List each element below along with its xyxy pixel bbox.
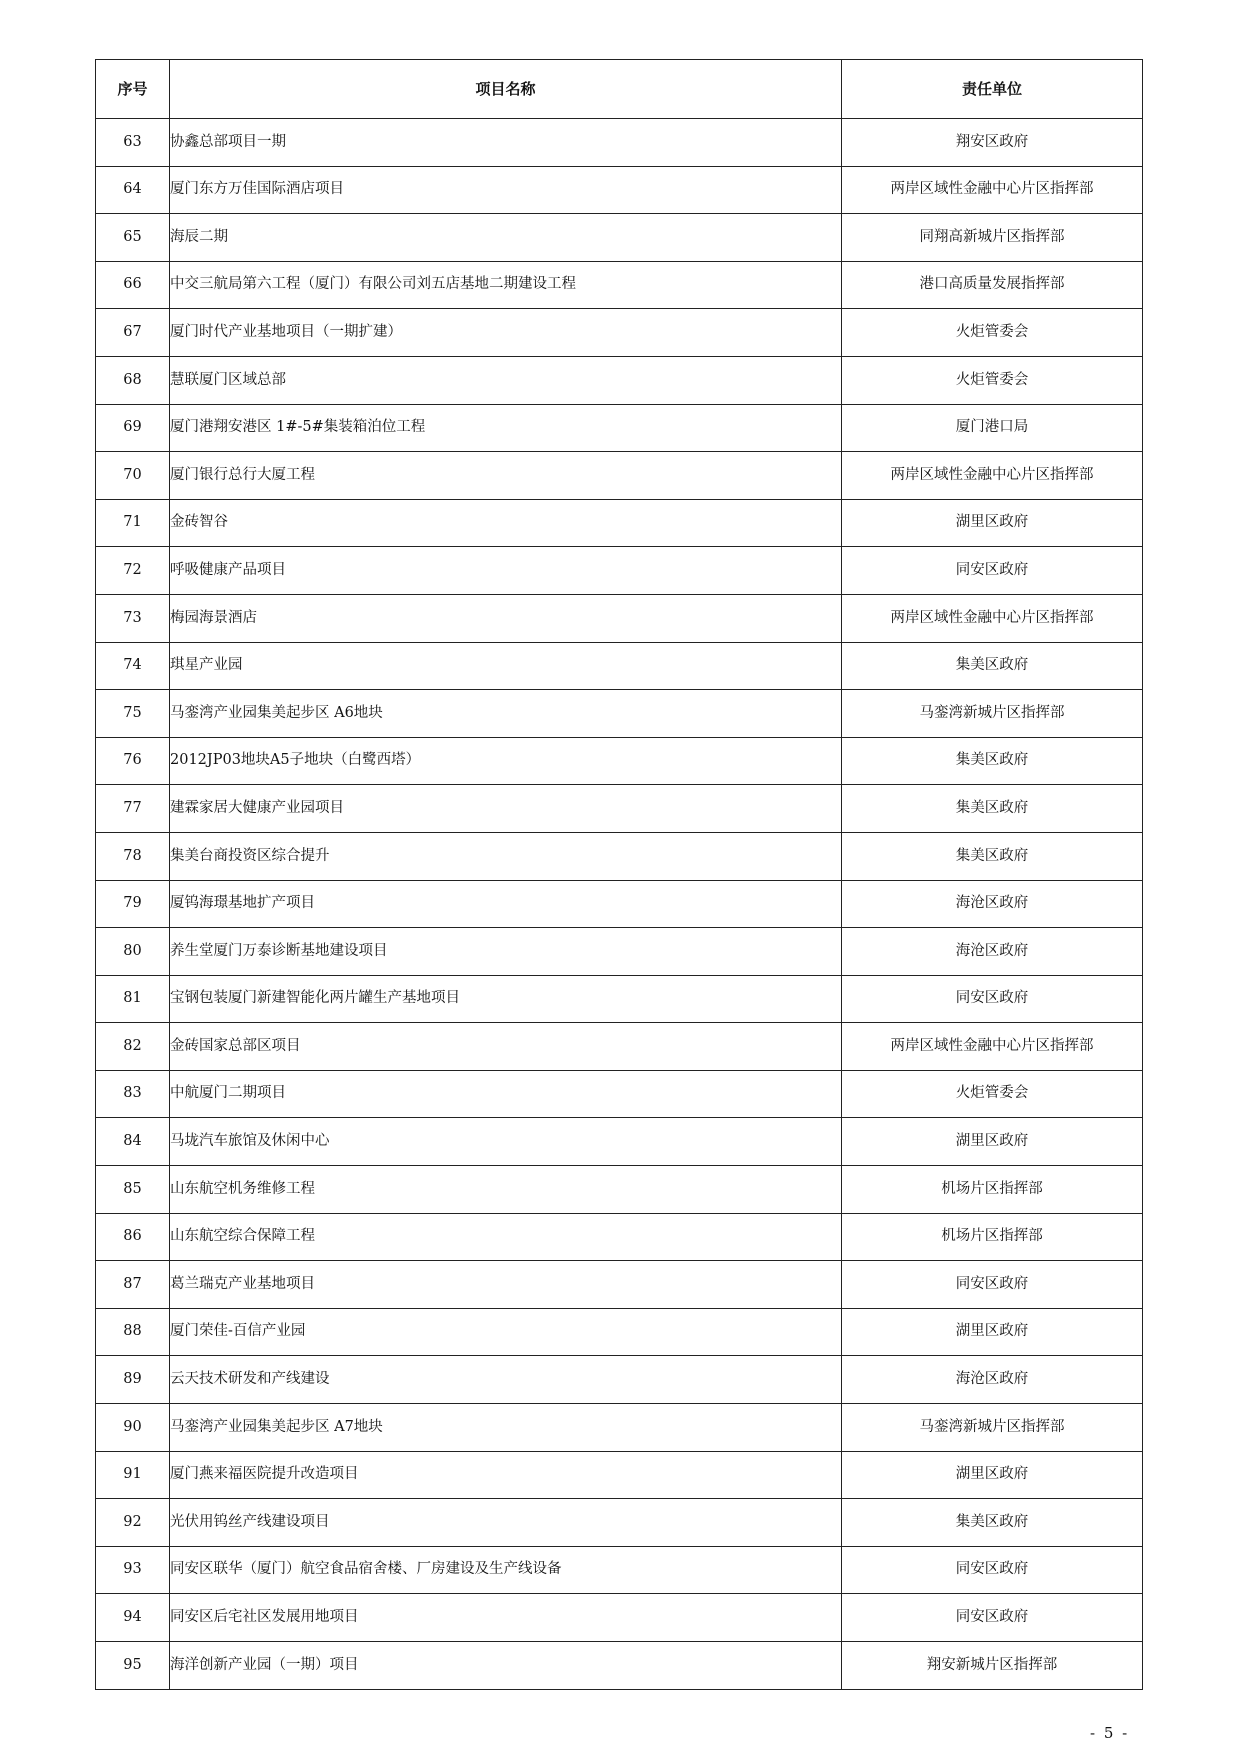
page-number: - 5 - <box>1090 1724 1130 1742</box>
table-row <box>96 1594 1143 1642</box>
row-responsible-unit: 两岸区域性金融中心片区指挥部 <box>842 1023 1143 1071</box>
table-row <box>96 1356 1143 1404</box>
row-responsible-unit: 机场片区指挥部 <box>842 1166 1143 1214</box>
row-seq: 75 <box>96 690 170 738</box>
table-body <box>96 119 1143 1690</box>
row-responsible-unit: 海沧区政府 <box>842 928 1143 976</box>
table-row <box>96 166 1143 214</box>
table-row <box>96 928 1143 976</box>
row-seq: 73 <box>96 594 170 642</box>
table-row <box>96 785 1143 833</box>
row-seq: 80 <box>96 928 170 976</box>
table-row <box>96 975 1143 1023</box>
row-project-name: 2012JP03地块A5子地块（白鹭西塔） <box>170 737 842 785</box>
row-responsible-unit: 机场片区指挥部 <box>842 1213 1143 1261</box>
table-row <box>96 1213 1143 1261</box>
row-responsible-unit: 集美区政府 <box>842 1499 1143 1547</box>
row-responsible-unit: 同安区政府 <box>842 1546 1143 1594</box>
row-responsible-unit: 集美区政府 <box>842 737 1143 785</box>
row-seq: 76 <box>96 737 170 785</box>
row-responsible-unit: 同安区政府 <box>842 1594 1143 1642</box>
row-seq: 79 <box>96 880 170 928</box>
row-seq: 63 <box>96 119 170 167</box>
row-responsible-unit: 马銮湾新城片区指挥部 <box>842 690 1143 738</box>
row-responsible-unit: 两岸区域性金融中心片区指挥部 <box>842 594 1143 642</box>
row-seq: 70 <box>96 452 170 500</box>
row-responsible-unit: 湖里区政府 <box>842 1308 1143 1356</box>
row-project-name: 马垅汽车旅馆及休闲中心 <box>170 1118 842 1166</box>
row-project-name: 厦门荣佳-百信产业园 <box>170 1308 842 1356</box>
table-row <box>96 1546 1143 1594</box>
row-project-name: 厦门东方万佳国际酒店项目 <box>170 166 842 214</box>
table-row <box>96 499 1143 547</box>
row-project-name: 云天技术研发和产线建设 <box>170 1356 842 1404</box>
table-row <box>96 690 1143 738</box>
table-row <box>96 547 1143 595</box>
row-responsible-unit: 火炬管委会 <box>842 1070 1143 1118</box>
row-seq: 72 <box>96 547 170 595</box>
row-project-name: 协鑫总部项目一期 <box>170 119 842 167</box>
row-responsible-unit: 同安区政府 <box>842 975 1143 1023</box>
row-project-name: 厦门港翔安港区 1#-5#集装箱泊位工程 <box>170 404 842 452</box>
row-responsible-unit: 集美区政府 <box>842 832 1143 880</box>
header-responsible-unit: 责任单位 <box>842 60 1143 119</box>
row-seq: 88 <box>96 1308 170 1356</box>
row-responsible-unit: 马銮湾新城片区指挥部 <box>842 1404 1143 1452</box>
row-responsible-unit: 两岸区域性金融中心片区指挥部 <box>842 166 1143 214</box>
row-seq: 64 <box>96 166 170 214</box>
row-seq: 87 <box>96 1261 170 1309</box>
row-seq: 84 <box>96 1118 170 1166</box>
row-project-name: 中交三航局第六工程（厦门）有限公司刘五店基地二期建设工程 <box>170 261 842 309</box>
row-seq: 93 <box>96 1546 170 1594</box>
table-row <box>96 1166 1143 1214</box>
row-project-name: 葛兰瑞克产业基地项目 <box>170 1261 842 1309</box>
row-responsible-unit: 海沧区政府 <box>842 1356 1143 1404</box>
table-row <box>96 642 1143 690</box>
table-row <box>96 119 1143 167</box>
row-project-name: 厦门燕来福医院提升改造项目 <box>170 1451 842 1499</box>
row-responsible-unit: 港口高质量发展指挥部 <box>842 261 1143 309</box>
row-seq: 77 <box>96 785 170 833</box>
table-row <box>96 1118 1143 1166</box>
row-project-name: 马銮湾产业园集美起步区 A6地块 <box>170 690 842 738</box>
row-seq: 83 <box>96 1070 170 1118</box>
row-responsible-unit: 同安区政府 <box>842 547 1143 595</box>
row-responsible-unit: 湖里区政府 <box>842 1118 1143 1166</box>
table-row <box>96 404 1143 452</box>
row-seq: 85 <box>96 1166 170 1214</box>
row-responsible-unit: 火炬管委会 <box>842 356 1143 404</box>
row-seq: 91 <box>96 1451 170 1499</box>
row-project-name: 厦门时代产业基地项目（一期扩建） <box>170 309 842 357</box>
table-row <box>96 832 1143 880</box>
table-row <box>96 214 1143 262</box>
row-responsible-unit: 集美区政府 <box>842 642 1143 690</box>
row-project-name: 集美台商投资区综合提升 <box>170 832 842 880</box>
table-row <box>96 452 1143 500</box>
row-project-name: 马銮湾产业园集美起步区 A7地块 <box>170 1404 842 1452</box>
table-row <box>96 261 1143 309</box>
row-seq: 78 <box>96 832 170 880</box>
row-seq: 69 <box>96 404 170 452</box>
row-project-name: 山东航空综合保障工程 <box>170 1213 842 1261</box>
row-project-name: 海洋创新产业园（一期）项目 <box>170 1642 842 1690</box>
table-row <box>96 1023 1143 1071</box>
row-seq: 82 <box>96 1023 170 1071</box>
row-seq: 89 <box>96 1356 170 1404</box>
table-row <box>96 1499 1143 1547</box>
row-responsible-unit: 湖里区政府 <box>842 1451 1143 1499</box>
row-project-name: 呼吸健康产品项目 <box>170 547 842 595</box>
row-seq: 95 <box>96 1642 170 1690</box>
row-responsible-unit: 翔安区政府 <box>842 119 1143 167</box>
row-project-name: 光伏用钨丝产线建设项目 <box>170 1499 842 1547</box>
row-project-name: 厦钨海璟基地扩产项目 <box>170 880 842 928</box>
table-row <box>96 309 1143 357</box>
row-responsible-unit: 翔安新城片区指挥部 <box>842 1642 1143 1690</box>
row-responsible-unit: 同翔高新城片区指挥部 <box>842 214 1143 262</box>
table-row <box>96 1404 1143 1452</box>
table-row <box>96 1070 1143 1118</box>
row-project-name: 建霖家居大健康产业园项目 <box>170 785 842 833</box>
row-project-name: 养生堂厦门万泰诊断基地建设项目 <box>170 928 842 976</box>
row-project-name: 同安区联华（厦门）航空食品宿舍楼、厂房建设及生产线设备 <box>170 1546 842 1594</box>
row-seq: 94 <box>96 1594 170 1642</box>
row-project-name: 山东航空机务维修工程 <box>170 1166 842 1214</box>
table-row <box>96 1261 1143 1309</box>
row-seq: 81 <box>96 975 170 1023</box>
row-project-name: 金砖国家总部区项目 <box>170 1023 842 1071</box>
row-responsible-unit: 湖里区政府 <box>842 499 1143 547</box>
row-seq: 71 <box>96 499 170 547</box>
row-seq: 67 <box>96 309 170 357</box>
row-project-name: 慧联厦门区域总部 <box>170 356 842 404</box>
row-project-name: 同安区后宅社区发展用地项目 <box>170 1594 842 1642</box>
header-seq: 序号 <box>96 60 170 119</box>
row-responsible-unit: 集美区政府 <box>842 785 1143 833</box>
row-seq: 92 <box>96 1499 170 1547</box>
row-responsible-unit: 火炬管委会 <box>842 309 1143 357</box>
row-responsible-unit: 海沧区政府 <box>842 880 1143 928</box>
row-project-name: 金砖智谷 <box>170 499 842 547</box>
row-seq: 90 <box>96 1404 170 1452</box>
table-row <box>96 1308 1143 1356</box>
project-table <box>95 59 1143 1690</box>
row-seq: 86 <box>96 1213 170 1261</box>
row-project-name: 宝钢包装厦门新建智能化两片罐生产基地项目 <box>170 975 842 1023</box>
row-project-name: 海辰二期 <box>170 214 842 262</box>
row-responsible-unit: 厦门港口局 <box>842 404 1143 452</box>
row-seq: 66 <box>96 261 170 309</box>
row-project-name: 梅园海景酒店 <box>170 594 842 642</box>
row-seq: 74 <box>96 642 170 690</box>
table-row <box>96 356 1143 404</box>
table-row <box>96 737 1143 785</box>
row-project-name: 中航厦门二期项目 <box>170 1070 842 1118</box>
header-project-name: 项目名称 <box>170 60 842 119</box>
table-header-row <box>96 60 1143 119</box>
row-project-name: 厦门银行总行大厦工程 <box>170 452 842 500</box>
row-seq: 68 <box>96 356 170 404</box>
row-responsible-unit: 同安区政府 <box>842 1261 1143 1309</box>
row-responsible-unit: 两岸区域性金融中心片区指挥部 <box>842 452 1143 500</box>
table-row <box>96 1642 1143 1690</box>
row-project-name: 琪星产业园 <box>170 642 842 690</box>
table-row <box>96 1451 1143 1499</box>
row-seq: 65 <box>96 214 170 262</box>
table-row <box>96 594 1143 642</box>
table-row <box>96 880 1143 928</box>
